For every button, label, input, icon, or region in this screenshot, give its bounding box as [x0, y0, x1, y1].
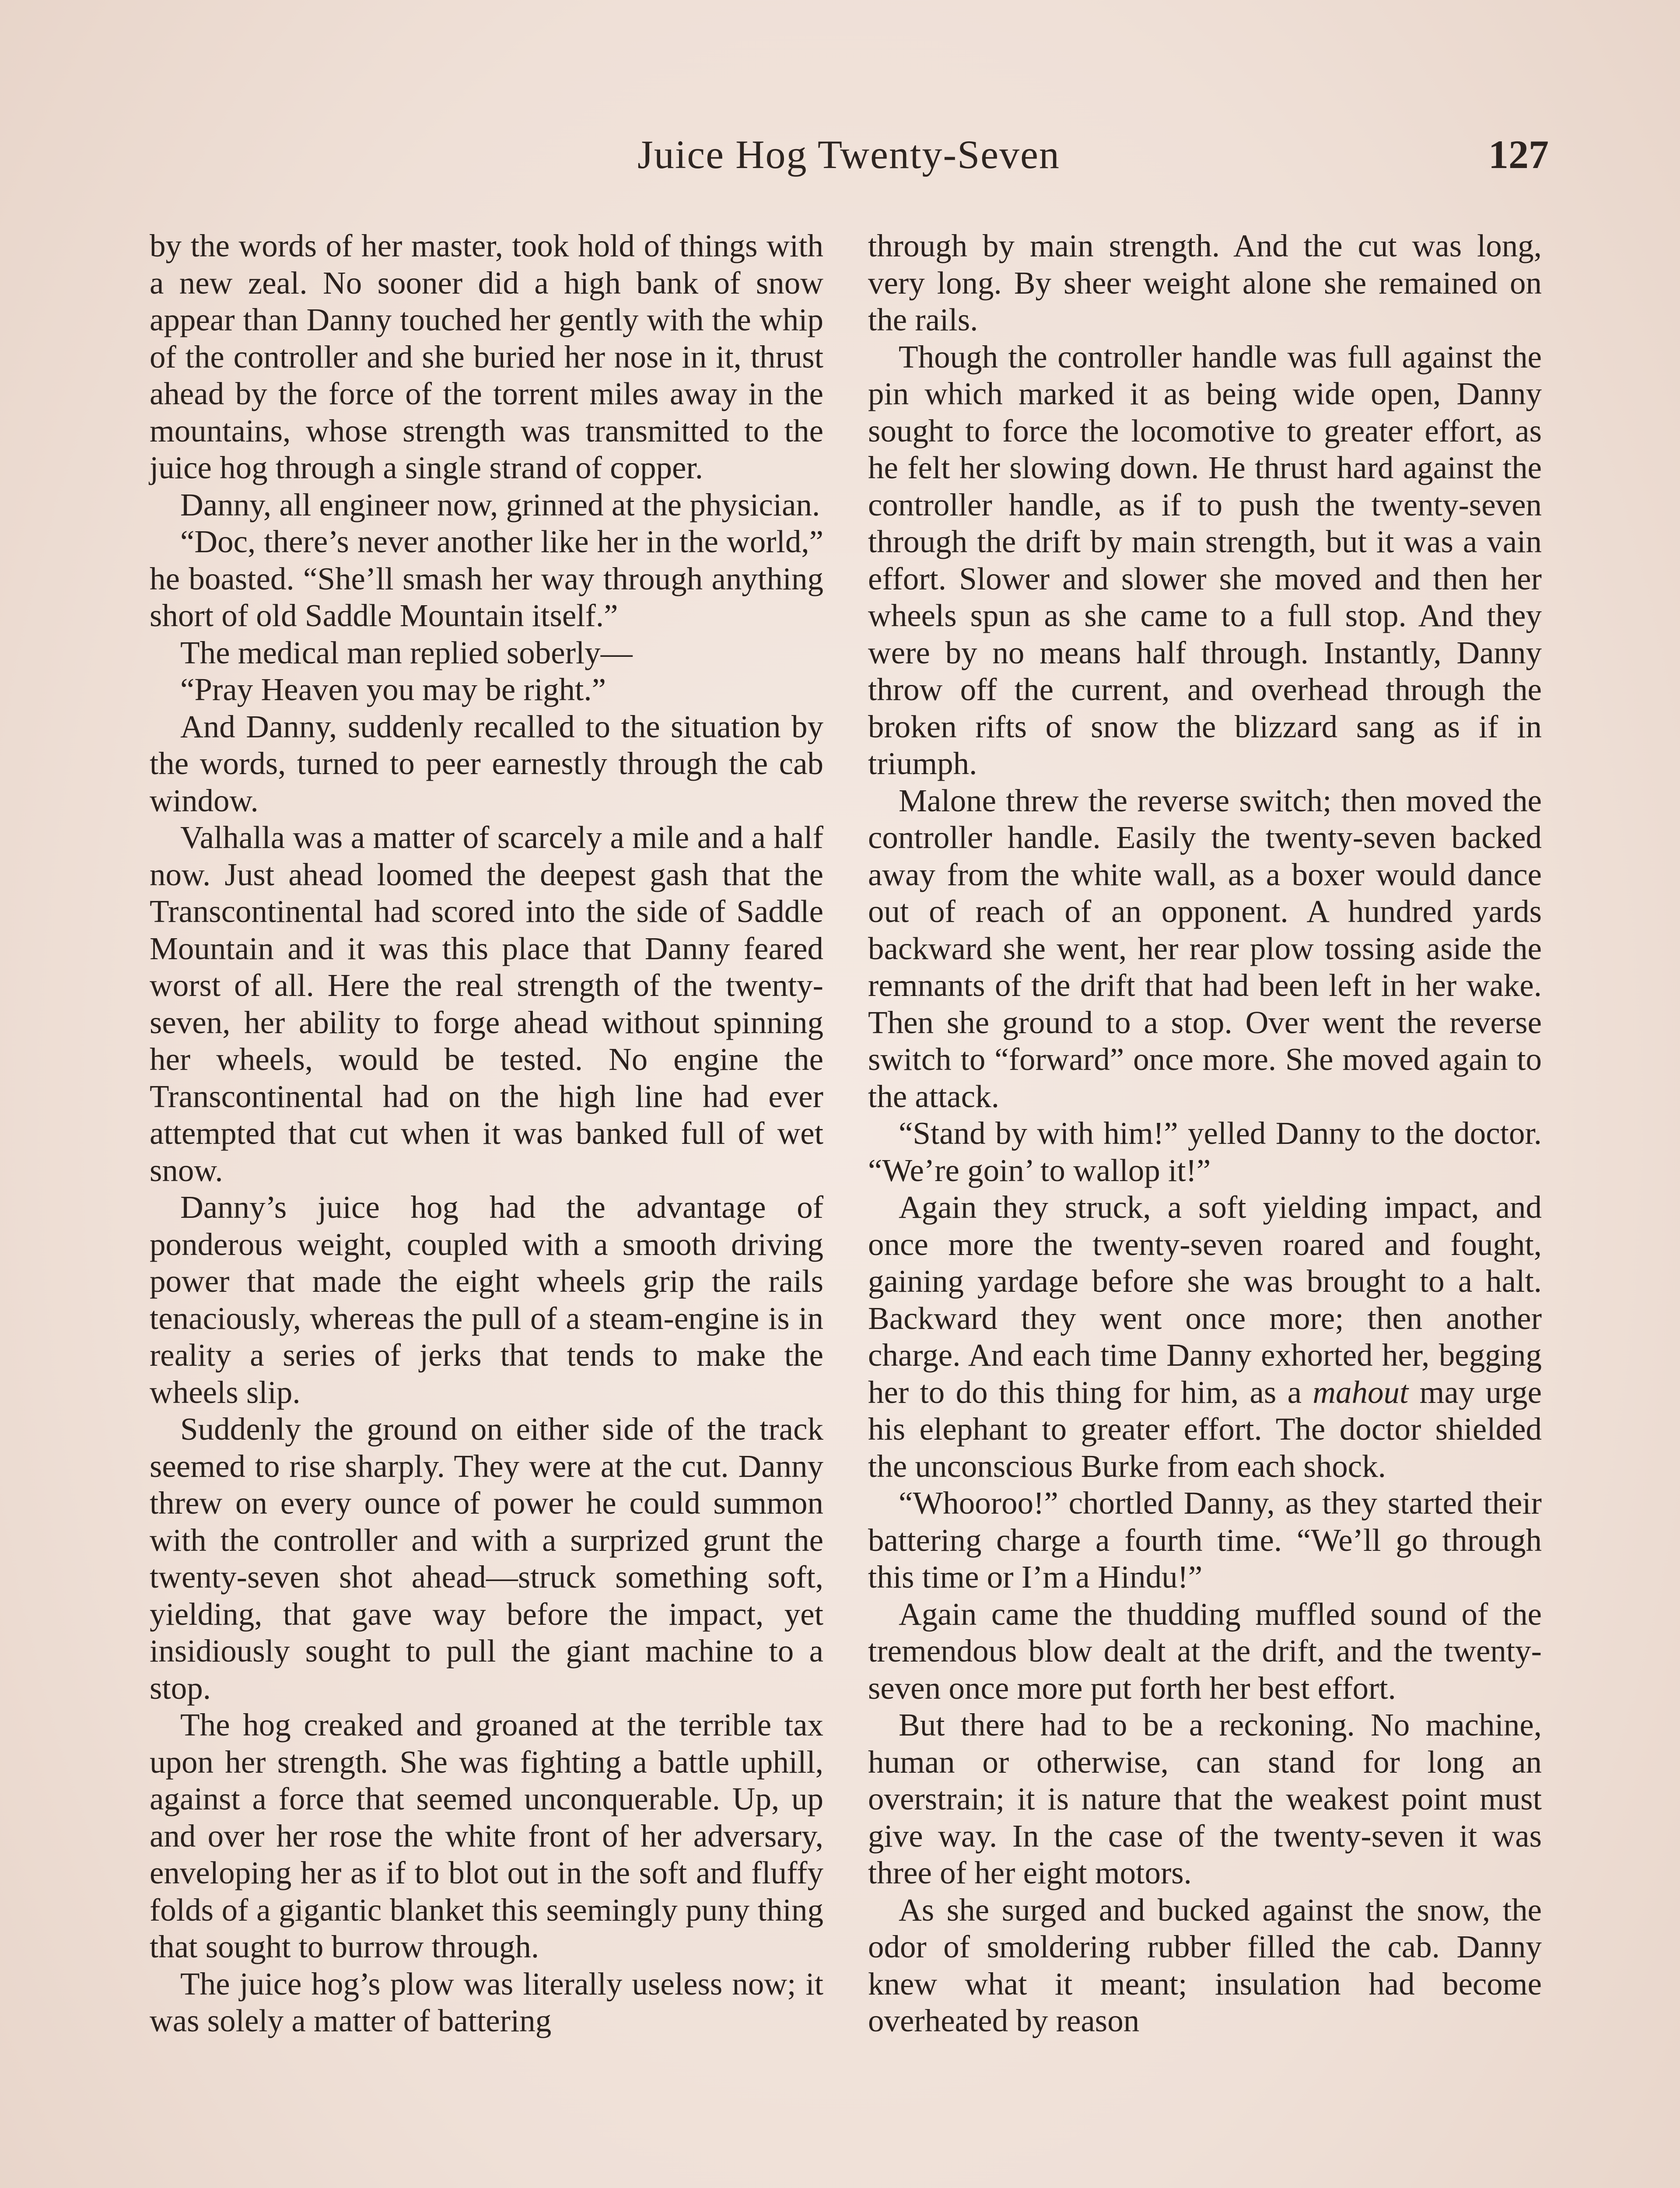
paragraph: “Stand by with him!” yelled Danny to the doctor. “We’re goin’ to wallop it!”	[868, 1115, 1542, 1188]
running-title: Juice Hog Twenty-Seven	[637, 132, 1060, 177]
paragraph: Danny’s juice hog had the advantage of ponderous weight, coupled with a smooth driving power that made the eight wheels grip the rails tenaciously, whereas the pull of a steam-engine is in reality a series of jerks that tends to make the wheels slip.	[150, 1189, 823, 1410]
paragraph: But there had to be a reckoning. No machine, human or otherwise, can stand for long an overstrain; it is nature that the weakest point must give way. In the case of the twenty-seven it was three of her eight motors.	[868, 1707, 1542, 1890]
paragraph: Malone threw the reverse switch; then moved the controller handle. Easily the twenty-seven backed away from the white wall, as a boxer would dance out of reach of an opponent. A hundred yards backward she went, her rear plow tossing aside the remnants of the drift that had been left in her wake. Then she ground to a stop. Over went the reverse switch to “forward” once more. She moved again to the attack.	[868, 782, 1542, 1114]
right-column	[868, 228, 1542, 2040]
paragraph: Again came the thudding muffled sound of the tremendous blow dealt at the drift, and the twenty-seven once more put forth her best effort.	[868, 1596, 1542, 1706]
paragraph: And Danny, suddenly recalled to the situation by the words, turned to peer earnestly through the cab window.	[150, 708, 823, 818]
paragraph: “Whooroo!” chortled Danny, as they started their battering charge a fourth time. “We’ll go through this time or I’m a Hindu!”	[868, 1485, 1542, 1595]
page-header	[149, 131, 1549, 193]
paragraph: “Doc, there’s never another like her in the world,” he boasted. “She’ll smash her way through anything short of old Saddle Mountain itself.”	[150, 524, 823, 633]
paragraph: The hog creaked and groaned at the terrible tax upon her strength. She was fighting a battle uphill, against a force that seemed unconquerable. Up, up and over her rose the white front of her adversary, enveloping her as if to blot out in the soft and fluffy folds of a gigantic blanket this seemingly puny thing that sought to burrow through.	[150, 1707, 823, 1964]
paragraph: by the words of her master, took hold of things with a new zeal. No sooner did a high bank of snow appear than Danny touched her gently with the whip of the controller and she buried her nose in it, thrust ahead by the force of the torrent miles away in the mountains, whose strength was transmitted to the juice hog through a single strand of copper.	[150, 228, 823, 485]
left-column	[150, 228, 823, 2040]
paragraph: Suddenly the ground on either side of the track seemed to rise sharply. They were at the cut. Danny threw on every ounce of power he could summon with the controller and with a surprized grunt the twenty-seven shot ahead—struck something soft, yielding, that gave way before the impact, yet insidiously sought to pull the giant machine to a stop.	[150, 1411, 823, 1706]
paragraph: Danny, all engineer now, grinned at the physician.	[180, 487, 820, 522]
paragraph: Though the controller handle was full against the pin which marked it as being wide open, Danny sought to force the locomotive to greater effort, as he felt her slowing down. He thrust hard against the controller handle, as if to push the twenty-seven through the drift by main strength, but it was a vain effort. Slower and slower she moved and then her wheels spun as she came to a full stop. And they were by no means half through. Instantly, Danny throw off the current, and overhead through the broken rifts of snow the blizzard sang as if in triumph.	[868, 339, 1542, 781]
paragraph: Again they struck, a soft yielding impact, and once more the twenty-seven roared and fought, gaining yardage before she was brought to a halt. Backward they went once more; then another charge. And each time Danny exhorted her, begging her to do this thing for him, as a mahout may urge his elephant to greater effort. The doctor shielded the unconscious Burke from each shock.	[868, 1189, 1542, 1484]
page-number: 127	[1488, 132, 1549, 177]
paragraph: Valhalla was a matter of scarcely a mile and a half now. Just ahead loomed the deepest gash that the Transcontinental had scored into the side of Saddle Mountain and it was this place that Danny feared worst of all. Here the real strength of the twenty-seven, her ability to forge ahead without spinning her wheels, would be tested. No engine the Transcontinental had on the high line had ever attempted that cut when it was banked full of wet snow.	[150, 820, 823, 1188]
paragraph: through by main strength. And the cut was long, very long. By sheer weight alone she remained on the rails.	[868, 228, 1542, 337]
paragraph: The juice hog’s plow was literally useless now; it was solely a matter of battering	[150, 1966, 823, 2038]
paragraph: “Pray Heaven you may be right.”	[180, 672, 606, 707]
italic-word: mahout	[1312, 1374, 1409, 1410]
paragraph: As she surged and bucked against the snow, the odor of smoldering rubber filled the cab. Danny knew what it meant; insulation had become overheated by reason	[868, 1892, 1542, 2038]
paragraph: The medical man replied soberly—	[180, 635, 633, 670]
